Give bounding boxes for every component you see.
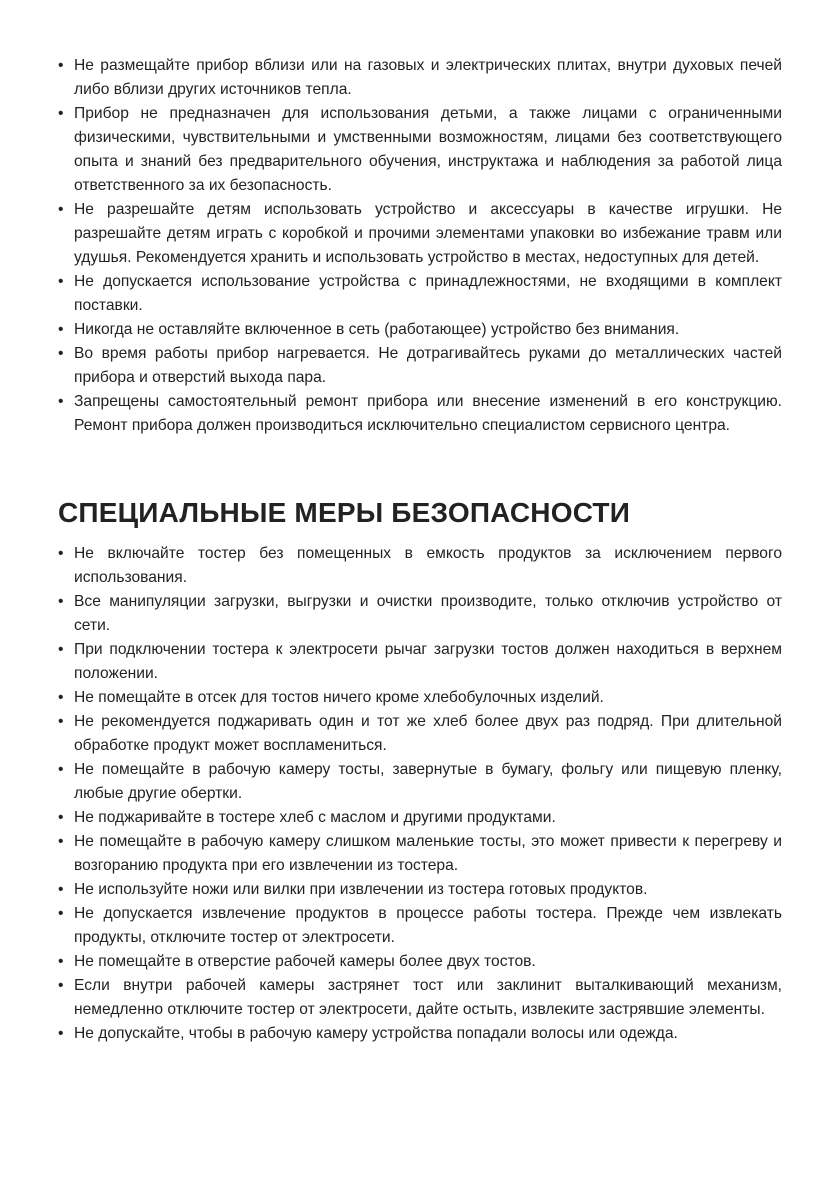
- list-item: [58, 878, 782, 902]
- list-item: [58, 198, 782, 270]
- bullet-icon: •: [58, 321, 64, 338]
- list-item: [58, 342, 782, 390]
- list-item-text: Не допускается использование устройства с принадлежностями, не входящими в комплект поставки.: [74, 273, 782, 314]
- list-item: [58, 318, 782, 342]
- bullet-icon: •: [58, 201, 64, 218]
- list-item-text: Не допускайте, чтобы в рабочую камеру устройства попадали волосы или одежда.: [74, 1025, 678, 1042]
- list-item-text: При подключении тостера к электросети рычаг загрузки тостов должен находиться в верхнем положении.: [74, 641, 782, 682]
- list-item: [58, 54, 782, 102]
- list-item: [58, 758, 782, 806]
- list-item-text: Не помещайте в рабочую камеру слишком маленькие тосты, это может привести к перегреву и возгоранию продукта при его извлечении из тостера.: [74, 833, 782, 874]
- list-item-text: Если внутри рабочей камеры застрянет тост или заклинит выталкивающий механизм, немедленно отключите тостер от электросети, дайте остыть, извлеките застрявшие элементы.: [74, 977, 782, 1018]
- document-page: [58, 54, 782, 1046]
- list-item: [58, 686, 782, 710]
- section-title: СПЕЦИАЛЬНЫЕ МЕРЫ БЕЗОПАСНОСТИ: [58, 497, 631, 528]
- list-item: [58, 1022, 782, 1046]
- list-item: [58, 270, 782, 318]
- bullet-icon: •: [58, 713, 64, 730]
- bullet-icon: •: [58, 641, 64, 658]
- list-item-text: Прибор не предназначен для использования детьми, а также лицами с ограниченными физическими, чувствительными и умственными возможностям, лицами без соответствующего опыта и знаний без предварительного обучения, инструктажа и наблюдения за работой лица ответственного за их безопасность.: [74, 105, 782, 194]
- list-item-text: Не используйте ножи или вилки при извлечении из тостера готовых продуктов.: [74, 881, 648, 898]
- list-item: [58, 950, 782, 974]
- bullet-icon: •: [58, 1025, 64, 1042]
- list-item: [58, 806, 782, 830]
- list-item: [58, 830, 782, 878]
- list-item: [58, 102, 782, 198]
- section-spacer: [58, 438, 782, 496]
- list-item: [58, 590, 782, 638]
- special-safety-list: [58, 542, 782, 1046]
- bullet-icon: •: [58, 345, 64, 362]
- list-item-text: Во время работы прибор нагревается. Не дотрагивайтесь руками до металлических частей прибора и отверстий выхода пара.: [74, 345, 782, 386]
- bullet-icon: •: [58, 105, 64, 122]
- list-item-text: Не помещайте в отсек для тостов ничего кроме хлебобулочных изделий.: [74, 689, 604, 706]
- list-item-text: Не размещайте прибор вблизи или на газовых и электрических плитах, внутри духовых печей либо вблизи других источников тепла.: [74, 57, 782, 98]
- list-item: [58, 902, 782, 950]
- bullet-icon: •: [58, 393, 64, 410]
- bullet-icon: •: [58, 689, 64, 706]
- list-item-text: Запрещены самостоятельный ремонт прибора или внесение изменений в его конструкцию. Ремонт прибора должен производиться исключительно специалистом сервисного центра.: [74, 393, 782, 434]
- bullet-icon: •: [58, 57, 64, 74]
- list-item-text: Все манипуляции загрузки, выгрузки и очистки производите, только отключив устройство от сети.: [74, 593, 782, 634]
- bullet-icon: •: [58, 593, 64, 610]
- list-item-text: Не разрешайте детям использовать устройство и аксессуары в качестве игрушки. Не разрешайте детям играть с коробкой и прочими элементами упаковки во избежание травм или удушья. Рекомендуется хранить и использовать устройство в местах, недоступных для детей.: [74, 201, 782, 266]
- general-warnings-list: [58, 54, 782, 438]
- bullet-icon: •: [58, 905, 64, 922]
- bullet-icon: •: [58, 953, 64, 970]
- list-item-text: Не поджаривайте в тостере хлеб с маслом и другими продуктами.: [74, 809, 556, 826]
- list-item-text: Не рекомендуется поджаривать один и тот же хлеб более двух раз подряд. При длительной обработке продукт может воспламениться.: [74, 713, 782, 754]
- list-item: [58, 974, 782, 1022]
- bullet-icon: •: [58, 273, 64, 290]
- bullet-icon: •: [58, 545, 64, 562]
- list-item-text: Не включайте тостер без помещенных в емкость продуктов за исключением первого использования.: [74, 545, 782, 586]
- bullet-icon: •: [58, 977, 64, 994]
- list-item-text: Не допускается извлечение продуктов в процессе работы тостера. Прежде чем извлекать продукты, отключите тостер от электросети.: [74, 905, 782, 946]
- list-item-text: Не помещайте в рабочую камеру тосты, завернутые в бумагу, фольгу или пищевую пленку, любые другие обертки.: [74, 761, 782, 802]
- bullet-icon: •: [58, 833, 64, 850]
- list-item: [58, 390, 782, 438]
- list-item: [58, 542, 782, 590]
- bullet-icon: •: [58, 881, 64, 898]
- list-item-text: Не помещайте в отверстие рабочей камеры более двух тостов.: [74, 953, 536, 970]
- list-item: [58, 638, 782, 686]
- bullet-icon: •: [58, 761, 64, 778]
- bullet-icon: •: [58, 809, 64, 826]
- list-item-text: Никогда не оставляйте включенное в сеть (работающее) устройство без внимания.: [74, 321, 680, 338]
- list-item: [58, 710, 782, 758]
